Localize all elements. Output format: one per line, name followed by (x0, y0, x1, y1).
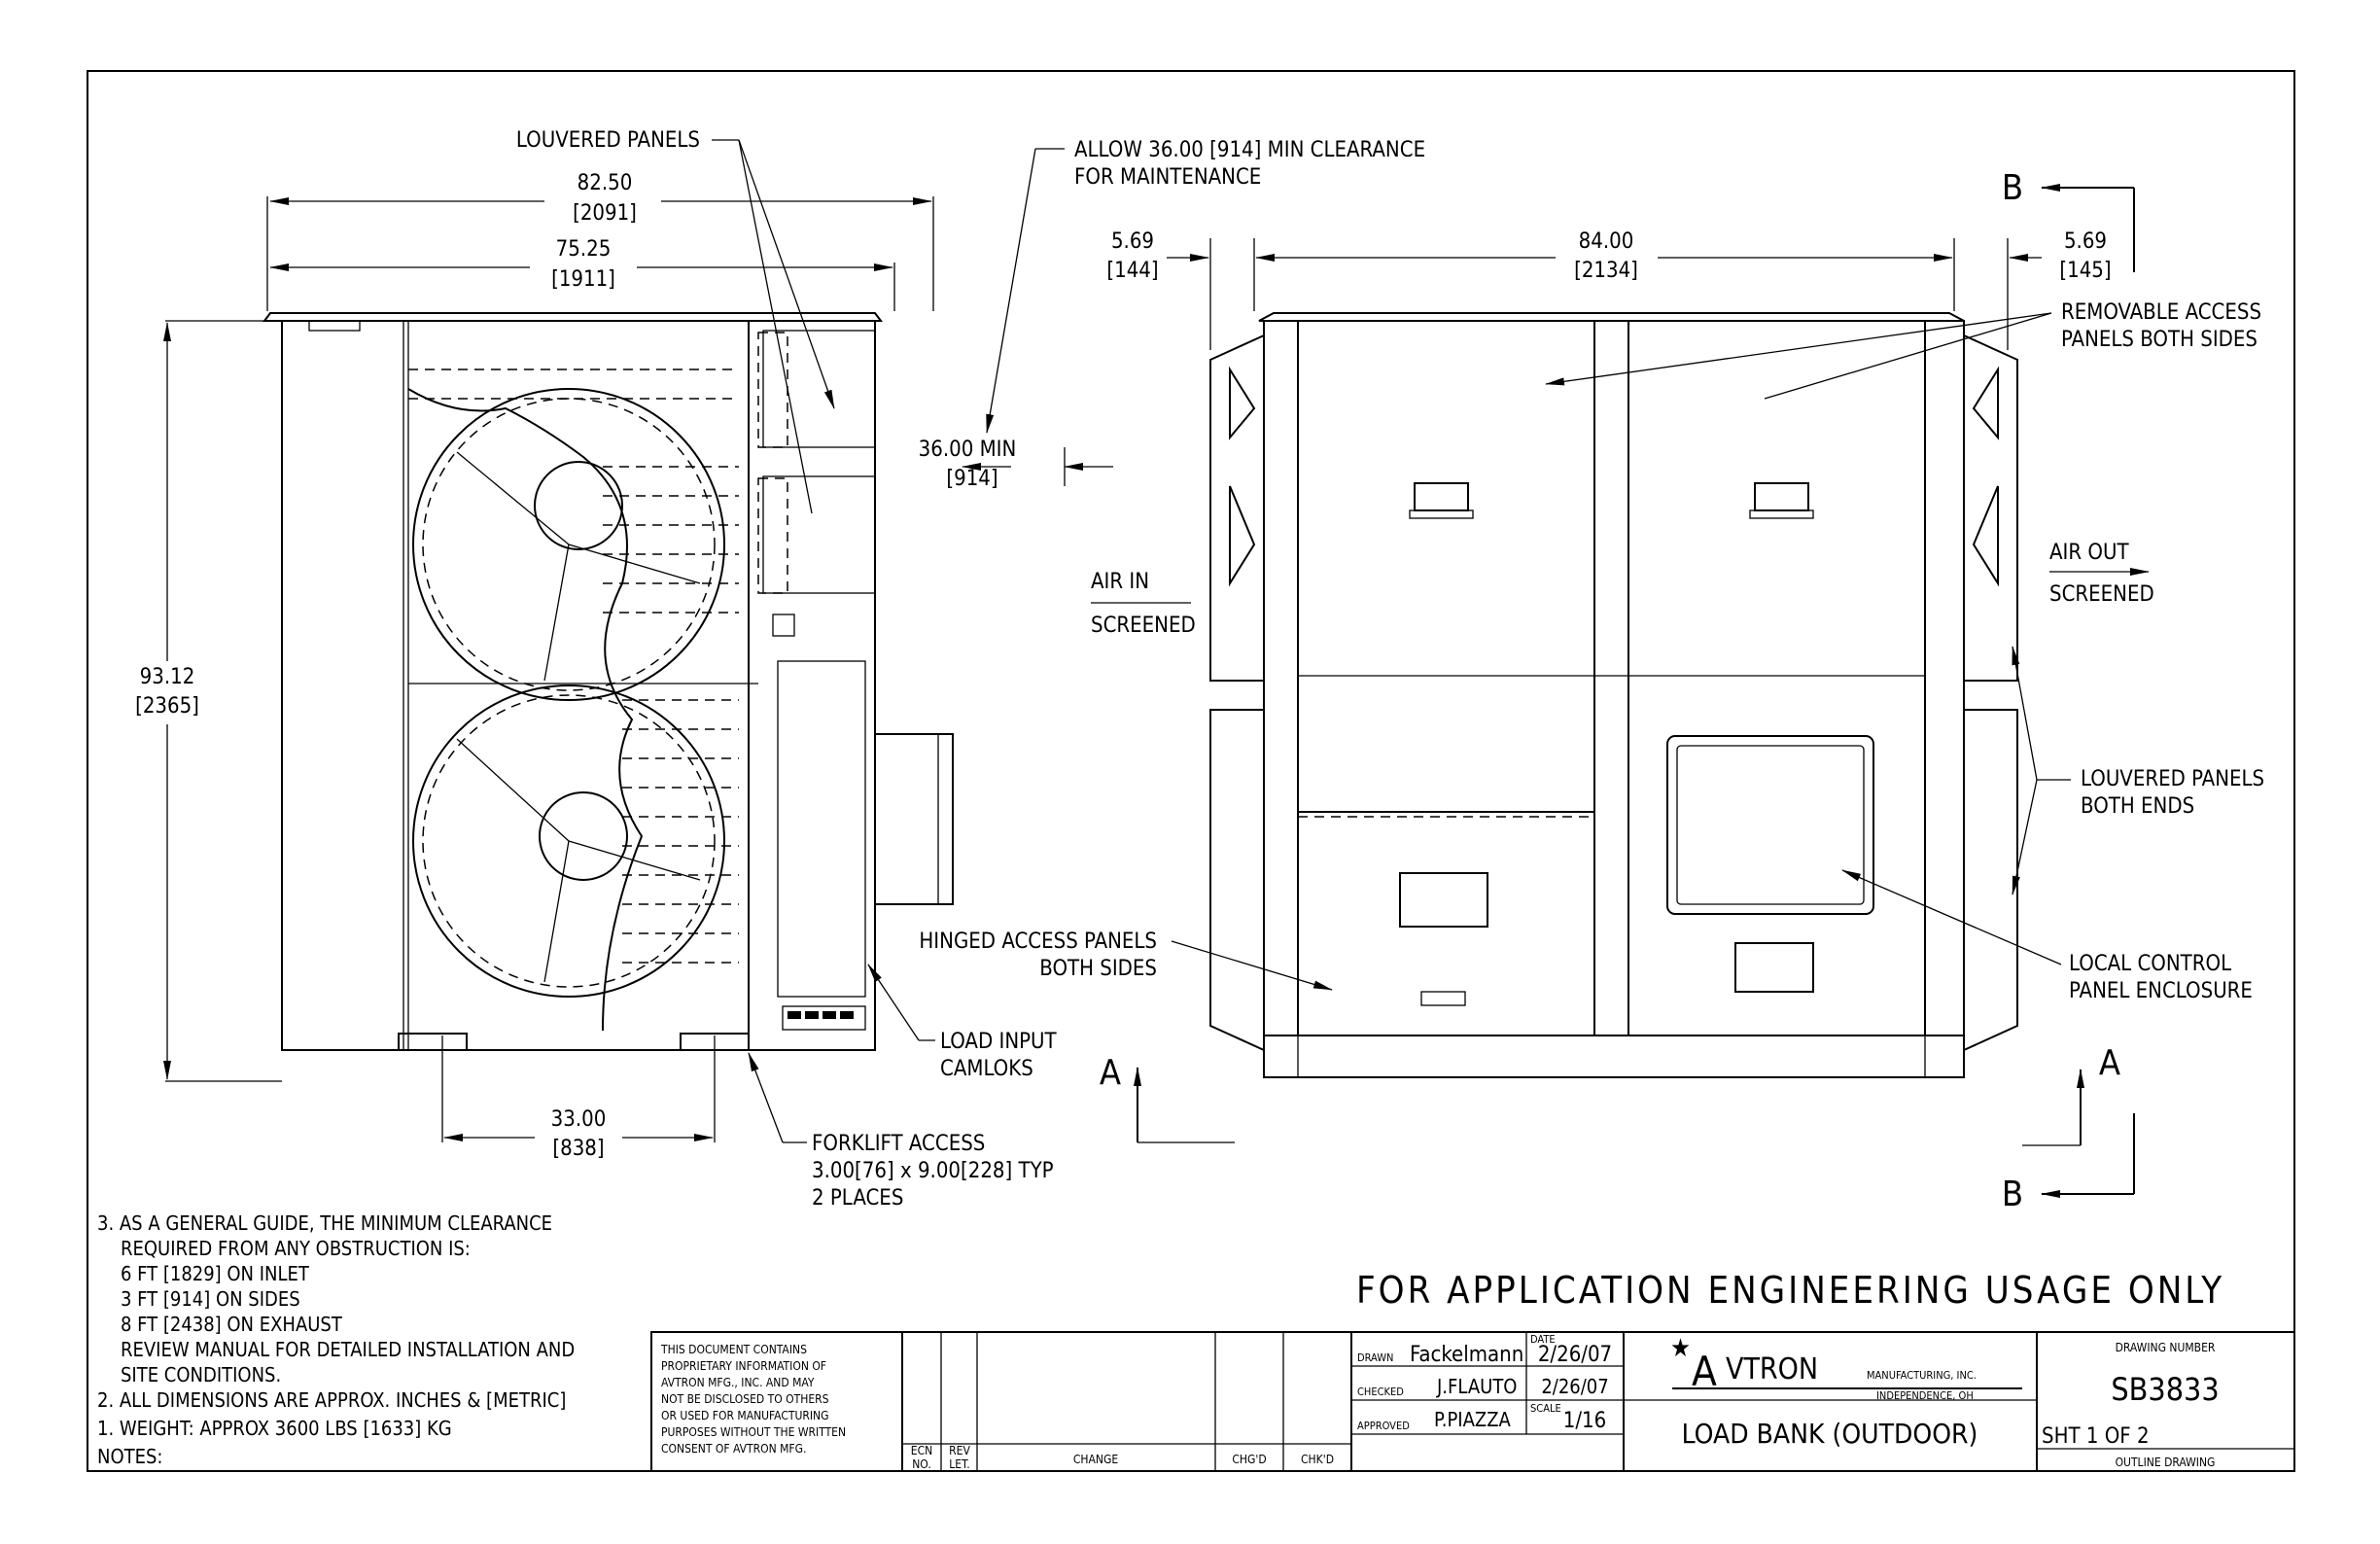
title-block (651, 1332, 2294, 1471)
dim-height (135, 323, 199, 1079)
proprietary-line-5: OR USED FOR MANUFACTURING (661, 1409, 829, 1422)
rev-label-2: LET. (949, 1457, 970, 1471)
dim-forklift-spacing (444, 1107, 713, 1161)
dim-838-label: [838] (552, 1137, 605, 1161)
dim-overall-width (270, 171, 931, 226)
callout-load-input (868, 965, 1058, 1081)
checked-by: J.FLAUTO (1437, 1375, 1518, 1398)
section-marker-b-bottom (2002, 1113, 2134, 1214)
company-sub-2: INDEPENDENCE, OH (1876, 1389, 1974, 1402)
roof-cap (264, 313, 881, 321)
drawing-number: SB3833 (2111, 1371, 2220, 1408)
local-control-label1: LOCAL CONTROL (2069, 952, 2232, 976)
notes-block (97, 1211, 575, 1468)
dim-5-69-right: 5.69 (2063, 229, 2108, 254)
camloks-label: CAMLOKS (940, 1057, 1033, 1081)
note-2: 2. ALL DIMENSIONS ARE APPROX. INCHES & [METRIC] (97, 1388, 567, 1412)
notes-heading: NOTES: (97, 1445, 163, 1468)
right-elevation-view (1210, 313, 2017, 1077)
change-label: CHANGE (1072, 1453, 1119, 1466)
proprietary-line-1: THIS DOCUMENT CONTAINS (661, 1343, 807, 1356)
company-logo: VTRON (1726, 1352, 1819, 1386)
proprietary-line-3: AVTRON MFG., INC. AND MAY (661, 1376, 815, 1389)
section-a-right: A (2098, 1043, 2121, 1083)
ecn-label-1: ECN (910, 1444, 933, 1457)
dim-93-12-label: 93.12 (139, 665, 195, 689)
proprietary-line-6: PURPOSES WITHOUT THE WRITTEN (661, 1425, 847, 1439)
air-out-label: AIR OUT (2049, 541, 2129, 565)
note-3-line3: 6 FT [1829] ON INLET (121, 1262, 309, 1285)
forklift-places-label: 2 PLACES (812, 1186, 904, 1211)
approved-label: APPROVED (1357, 1420, 1410, 1432)
proprietary-line-4: NOT BE DISCLOSED TO OTHERS (661, 1392, 829, 1406)
dim-body-width (270, 237, 892, 292)
note-3-line1: 3. AS A GENERAL GUIDE, THE MINIMUM CLEARANCE (97, 1211, 553, 1235)
callout-air-out (2049, 541, 2154, 607)
clearance-line1: ALLOW 36.00 [914] MIN CLEARANCE (1074, 138, 1426, 162)
dim-84-00: 84.00 (1578, 229, 1634, 254)
left-elevation-view (165, 196, 953, 1142)
approved-by: P.PIAZZA (1434, 1408, 1511, 1431)
section-marker-b-top (2002, 168, 2134, 272)
checked-date: 2/26/07 (1541, 1375, 1609, 1398)
dim-33-00-label: 33.00 (550, 1107, 607, 1132)
louvered-panels-label: LOUVERED PANELS (515, 128, 700, 153)
callout-removable-access (1546, 300, 2261, 399)
section-b-bottom: B (2001, 1175, 2024, 1214)
louvered-both-ends-label1: LOUVERED PANELS (2081, 767, 2265, 791)
air-out-screened-label: SCREENED (2049, 582, 2154, 607)
load-input-label: LOAD INPUT (940, 1030, 1057, 1054)
air-in-screened-label: SCREENED (1091, 614, 1196, 638)
checked-label: CHECKED (1357, 1386, 1404, 1398)
hinged-access-label2: BOTH SIDES (1039, 957, 1157, 981)
note-3-line5: 8 FT [2438] ON EXHAUST (121, 1313, 342, 1336)
note-1: 1. WEIGHT: APPROX 3600 LBS [1633] KG (97, 1417, 452, 1440)
section-a-left: A (1099, 1053, 1122, 1093)
drawing-number-label: DRAWING NUMBER (2115, 1341, 2216, 1354)
section-marker-a-right (2022, 1043, 2120, 1145)
drawn-label: DRAWN (1357, 1351, 1394, 1364)
callout-clearance (919, 138, 1425, 491)
drawn-by: Fackelmann (1410, 1343, 1524, 1367)
chgd-label: CHG'D (1232, 1453, 1267, 1466)
dim-right-view-top (1106, 229, 2111, 350)
callout-louvered-both-ends (2012, 647, 2264, 895)
lower-fan (413, 685, 724, 997)
forklift-access-label: FORKLIFT ACCESS (812, 1132, 986, 1156)
local-control-label2: PANEL ENCLOSURE (2069, 979, 2253, 1003)
callout-air-in (1091, 570, 1196, 638)
note-3-line4: 3 FT [914] ON SIDES (121, 1287, 300, 1311)
dim-5-69-left: 5.69 (1110, 229, 1155, 254)
removable-panels-label: PANELS BOTH SIDES (2061, 328, 2258, 352)
dim-144-left: [144] (1106, 259, 1159, 283)
note-3-line2: REQUIRED FROM ANY OBSTRUCTION IS: (121, 1237, 471, 1260)
forklift-size-label: 3.00[76] x 9.00[228] TYP (812, 1159, 1054, 1183)
clearance-min-label: 36.00 MIN (918, 438, 1017, 462)
logo-star-icon: ★ (1670, 1334, 1691, 1363)
removable-access-label: REMOVABLE ACCESS (2061, 300, 2262, 325)
dim-1911-label: [1911] (551, 267, 615, 292)
clearance-line2: FOR MAINTENANCE (1074, 165, 1262, 190)
hinged-access-label1: HINGED ACCESS PANELS (919, 930, 1157, 954)
proprietary-line-7: CONSENT OF AVTRON MFG. (661, 1442, 807, 1456)
drawing-title: LOAD BANK (OUTDOOR) (1681, 1418, 1978, 1450)
company-sub-1: MANUFACTURING, INC. (1867, 1369, 1977, 1382)
dim-145-right: [145] (2059, 259, 2112, 283)
air-in-label: AIR IN (1091, 570, 1150, 594)
control-panel-window (1667, 736, 1873, 914)
dim-75-25-label: 75.25 (555, 237, 612, 262)
date-label: DATE (1530, 1333, 1556, 1346)
dim-2091-label: [2091] (573, 201, 637, 226)
right-roof (1259, 313, 1964, 321)
dim-82-50-label: 82.50 (577, 171, 633, 195)
proprietary-line-2: PROPRIETARY INFORMATION OF (661, 1359, 827, 1373)
sheet-number: SHT 1 OF 2 (2042, 1424, 2150, 1449)
usage-banner: FOR APPLICATION ENGINEERING USAGE ONLY (1356, 1269, 2225, 1312)
callout-local-control (1842, 870, 2253, 1003)
drawing-type: OUTLINE DRAWING (2115, 1456, 2216, 1469)
clearance-min-mm-label: [914] (946, 467, 998, 491)
dim-2365-label: [2365] (135, 694, 199, 719)
note-3-line7: SITE CONDITIONS. (121, 1363, 282, 1386)
dim-2134: [2134] (1574, 259, 1638, 283)
note-3-line6: REVIEW MANUAL FOR DETAILED INSTALLATION AND (121, 1338, 576, 1361)
section-b-top: B (2001, 168, 2024, 208)
section-marker-a-left (1100, 1053, 1235, 1142)
drawn-date: 2/26/07 (1537, 1343, 1613, 1367)
company-logo-initial: A (1692, 1348, 1717, 1395)
chkd-label: CHK'D (1300, 1453, 1335, 1466)
callout-hinged-access (919, 930, 1332, 990)
scale-value: 1/16 (1562, 1409, 1607, 1433)
ecn-label-2: NO. (912, 1457, 931, 1471)
rev-label-1: REV (949, 1444, 970, 1457)
louvered-both-ends-label2: BOTH ENDS (2081, 794, 2195, 819)
upper-fan (413, 389, 724, 700)
scale-label: SCALE (1530, 1402, 1561, 1415)
